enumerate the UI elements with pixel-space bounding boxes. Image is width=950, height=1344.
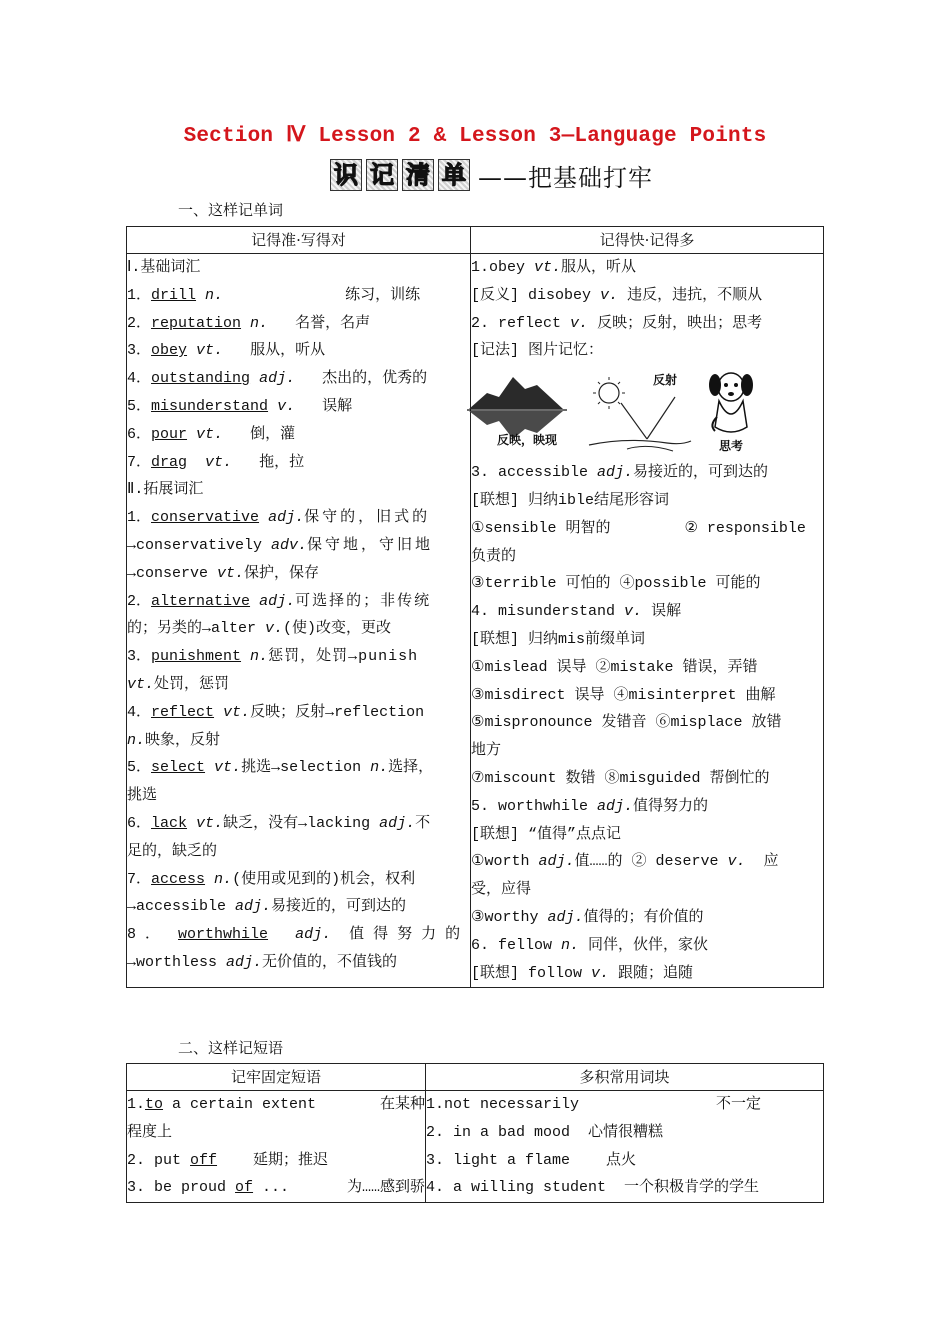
picture-label: 反映，映现 [497,433,558,448]
memory-tip: ①mislead 误导 ②mistake 错误，弄错 [471,658,758,676]
phrase-item: 3. be proud of ... 为……感到骄 [127,1179,425,1197]
memory-tip: 受，应得 [471,881,532,899]
vocab-item: 2．alternative adj.可选择的；非传统 的；另类的→alter v.(使)改变，更改 [127,592,432,638]
vocab-item: 4．outstanding adj. 杰出的，优秀的 [127,370,428,388]
memory-tip: ⑦miscount 数错 ⑧misguided 帮倒忙的 [471,769,770,787]
memory-tip: 负责的 [471,547,517,565]
banner-char: 记 [366,159,398,191]
vocab-item: 5．select vt.挑选→selection n.选择， 挑选 [127,759,434,805]
banner-char: 单 [438,159,470,191]
picture-label: 反射 [653,373,678,388]
memory-tip: [联想] 归纳ible结尾形容词 [471,491,670,509]
phrase-item: 4. a willing student 一个积极肯学的学生 [426,1179,760,1197]
memory-tip: ③terrible 可怕的 ④possible 可能的 [471,575,761,593]
memory-tip: 6. fellow n. 同伴，伙伴，家伙 [471,936,709,954]
phrase-item: 2. put off 延期；推迟 [127,1151,329,1169]
memory-tip: ①worth adj.值……的 ② deserve v. 应 [471,853,779,871]
memory-tip: 地方 [471,742,502,760]
vocab-item: 8 ． worthwhile adj. 值得努力的 →worthless adj.无价值的，不值钱的 [127,926,470,971]
picture-memory [467,367,823,457]
memory-tip: [联想] 归纳mis前缀单词 [471,630,646,648]
memory-tip: 5. worthwhile adj.值得努力的 [471,797,709,815]
memory-tip: 4. misunderstand v. 误解 [471,603,682,621]
vocab-item: 2．reputation n. 名誉，名声 [127,314,371,332]
vocab-item: 6．lack vt.缺乏，没有→lacking adj.不 足的，缺乏的 [127,814,431,860]
memory-tip: 3. accessible adj.易接近的，可到达的 [471,464,769,482]
basic-vocab-heading: Ⅰ.基础词汇 [127,259,201,276]
phrase-item: 2. in a bad mood 心情很糟糕 [426,1123,664,1141]
right-column-header: 记得快·记得多 [471,227,824,254]
memory-tip: [联想] “值得”点点记 [471,825,622,843]
section2-heading: 二、这样记短语 [178,1039,284,1057]
phrase-item-continued: 程度上 [127,1123,173,1141]
vocab-item: 3．punishment n.惩罚，处罚→punish vt.处罚，惩罚 [127,648,419,693]
left-column-header: 记牢固定短语 [127,1064,426,1091]
memory-tip: [记法] 图片记忆： [471,342,604,360]
vocab-table [126,226,824,988]
banner-char: 识 [330,159,362,191]
section1-heading: 一、这样记单词 [178,201,284,219]
section-banner [330,158,653,192]
vocab-item: 7．access n.(使用或见到的)机会，权利 →accessible adj.易接近的，可到达的 [127,870,416,916]
memory-tip: [反义] disobey v. 违反，违抗，不顺从 [471,286,763,304]
memory-tip: 2. reflect v. 反映；反射，映出；思考 [471,314,763,332]
vocab-item: 3．obey vt. 服从，听从 [127,342,326,360]
phrase-table [126,1063,824,1203]
vocab-item: 6．pour vt. 倒，灌 [127,425,296,443]
vocab-left-cell [127,254,471,988]
left-column-header: 记得准·写得对 [127,227,471,254]
banner-subtitle: ——把基础打牢 [478,163,653,192]
phrase-left-cell [127,1091,426,1203]
memory-tip: ⑤mispronounce 发错音 ⑥misplace 放错 [471,714,782,732]
vocab-item: 7．drag vt. 拖，拉 [127,453,305,471]
phrase-right-cell [426,1091,824,1203]
extended-vocab-heading: Ⅱ.拓展词汇 [127,481,204,499]
vocab-item: 4．reflect vt.反映；反射→reflection n.映象，反射 [127,703,425,749]
phrase-item: 1.to a certain extent 在某种 [127,1096,425,1113]
memory-tip: ③misdirect 误导 ④misinterpret 曲解 [471,686,776,704]
memory-tip: [联想] follow v. 跟随；追随 [471,964,694,982]
vocab-item: 1．drill n. 练习，训练 [127,286,421,304]
vocab-right-cell [471,254,824,988]
vocab-item: 5．misunderstand v. 误解 [127,397,353,415]
phrase-item: 3. light a flame 点火 [426,1151,637,1169]
memory-tip: ③worthy adj.值得的；有价值的 [471,908,704,926]
right-column-header: 多积常用词块 [426,1064,824,1091]
banner-char: 清 [402,159,434,191]
phrase-item: 1.not necessarily 不一定 [426,1096,761,1113]
vocab-item: 1．conservative adj.保守的，旧式的 →conservatively adv.保守地，守旧地 →conserve vt.保护，保存 [127,509,434,582]
picture-label: 思考 [719,439,744,454]
memory-tip: 1.obey vt.服从，听从 [471,259,637,276]
page-title: Section Ⅳ Lesson 2 & Lesson 3—Language Points [183,125,767,148]
memory-tip: ①sensible 明智的 ② responsible [471,519,806,537]
